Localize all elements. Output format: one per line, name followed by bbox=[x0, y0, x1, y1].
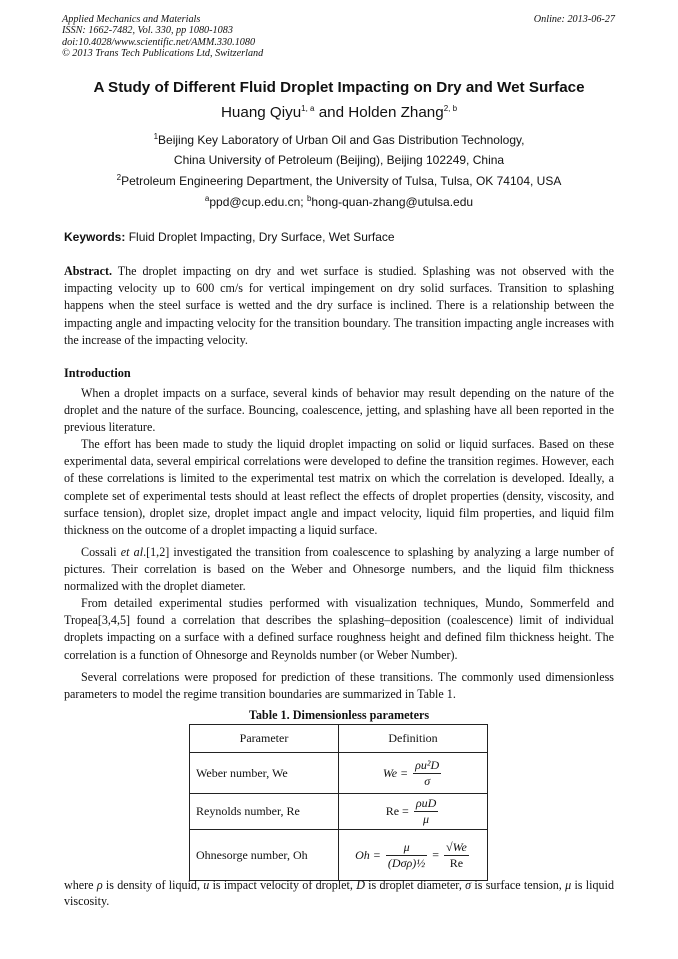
symbol-d: D bbox=[356, 878, 365, 892]
table-cell-param: Weber number, We bbox=[190, 753, 339, 794]
def-text: where bbox=[64, 878, 97, 892]
section-heading-introduction: Introduction bbox=[64, 366, 131, 380]
formula-numerator: μ bbox=[386, 840, 427, 856]
def-text: is droplet diameter, bbox=[364, 878, 466, 892]
email-line bbox=[0, 195, 678, 209]
table-caption-label: Table 1 bbox=[248, 708, 287, 722]
intro-paragraph-1: When a droplet impacts on a surface, several kinds of behavior may result depending on the nature of the droplet and the nature of the surface. Bouncing, coalescence, jetting, and splashing have all been reported in the previous literature. bbox=[64, 386, 614, 435]
variable-definitions bbox=[64, 877, 614, 909]
table-cell-formula bbox=[339, 753, 488, 794]
email-a: ppd@cup.edu.cn; bbox=[209, 195, 307, 209]
def-text: is liquid viscosity. bbox=[64, 878, 615, 908]
issn: ISSN: 1662-7482, Vol. 330, pp 1080-1083 bbox=[62, 25, 233, 37]
email-b: hong-quan-zhang@utulsa.edu bbox=[311, 195, 474, 209]
p3-etal: et al bbox=[120, 545, 144, 559]
formula-denominator-2: Re bbox=[449, 855, 464, 870]
table-cell-formula bbox=[339, 794, 488, 830]
formula-lhs: We = bbox=[382, 765, 409, 780]
formula-fraction bbox=[386, 840, 427, 871]
affiliation-1-num: 1 bbox=[153, 132, 159, 141]
affiliation-2 bbox=[0, 174, 678, 188]
table-cell-param: Ohnesorge number, Oh bbox=[190, 830, 339, 881]
doi: doi:10.4028/www.scientific.net/AMM.330.1080 bbox=[62, 36, 256, 48]
symbol-mu: μ bbox=[565, 878, 572, 892]
formula-numerator: ρuD bbox=[415, 796, 437, 810]
p3-text-a: Cossali bbox=[81, 545, 121, 559]
formula-fraction-2 bbox=[444, 840, 469, 871]
copyright: © 2013 Trans Tech Publications Ltd, Switzerland bbox=[62, 48, 264, 60]
affiliation-1-line-2: China University of Petroleum (Beijing), Beijing 102249, China bbox=[173, 153, 505, 167]
abstract-text: The droplet impacting on dry and wet surface is studied. Splashing was not observed with the impacting velocity up to 600 cm/s for vertical impingement on dry solid surfaces. Transition to splashing happens when the steel surface is wetted and the dry surface is inclined. There is a relationship between the impacting angle and impacting velocity for the transition boundary. The transition impacting angle increases with the increase of the impacting velocity. bbox=[64, 264, 614, 347]
online-date: Online: 2013-06-27 bbox=[533, 14, 615, 25]
author-2-sup: 2, b bbox=[443, 103, 458, 113]
intro-paragraph-4: From detailed experimental studies performed with visualization techniques, Mundo, Sommerfeld and Tropea[3,4,5] found a correlation that describes the splashing–deposition (coalescence) limit of individual droplets impacting on a surface with a defined surface roughness height and defined film thickness height. The correlation is a function of Ohnesorge and Reynolds number (or Weber Number). bbox=[64, 596, 614, 662]
p3-text-b: .[1,2] investigated the transition from coalescence to splashing by analyzing a large number of pictures. Their correlation is based on the Weber and Ohnesorge numbers, and the liquid film thickness normalized with the droplet diameter. bbox=[64, 545, 614, 594]
table-header-parameter: Parameter bbox=[190, 725, 339, 753]
symbol-sigma: σ bbox=[465, 878, 472, 892]
abstract-label: Abstract. bbox=[64, 264, 113, 278]
table-row bbox=[190, 753, 488, 794]
formula-fraction bbox=[414, 796, 438, 827]
paper-title: A Study of Different Fluid Droplet Impacting on Dry and Wet Surface bbox=[93, 79, 585, 96]
abstract bbox=[64, 263, 614, 349]
author-1: Huang Qiyu bbox=[220, 104, 302, 121]
affiliation-1-text: Beijing Key Laboratory of Urban Oil and Gas Distribution Technology, bbox=[158, 133, 525, 147]
affiliation-2-text: Petroleum Engineering Department, the University of Tulsa, Tulsa, OK 74104, USA bbox=[121, 174, 562, 188]
keywords-label: Keywords: bbox=[64, 230, 126, 244]
email-a-sup: a bbox=[204, 194, 210, 203]
formula-equals: = bbox=[432, 846, 440, 861]
table-row bbox=[190, 794, 488, 830]
keywords bbox=[64, 230, 395, 244]
table-cell-formula bbox=[339, 830, 488, 881]
table-caption-text: . Dimensionless parameters bbox=[286, 708, 430, 722]
formula-lhs: Oh = bbox=[355, 847, 381, 862]
affiliation-2-num: 2 bbox=[116, 173, 122, 182]
dimensionless-parameters-table bbox=[189, 724, 488, 881]
formula-numerator-2: √We bbox=[446, 839, 467, 854]
formula-denominator: (Dσρ)½ bbox=[387, 855, 426, 870]
intro-paragraph-3 bbox=[64, 544, 614, 596]
author-2: Holden Zhang bbox=[348, 104, 444, 121]
author-line bbox=[0, 104, 678, 121]
formula-denominator: σ bbox=[424, 773, 431, 788]
keywords-text: Fluid Droplet Impacting, Dry Surface, Wet Surface bbox=[125, 230, 395, 244]
intro-paragraph-5: Several correlations were proposed for prediction of these transitions. The commonly used dimensionless parameters to model the regime transition boundaries are summarized in Table 1. bbox=[64, 670, 614, 702]
def-text: is surface tension, bbox=[471, 878, 566, 892]
table-cell-param: Reynolds number, Re bbox=[190, 794, 339, 830]
formula-lhs: Re = bbox=[385, 804, 409, 818]
table-header-definition: Definition bbox=[339, 725, 488, 753]
table-header-row bbox=[190, 725, 488, 753]
table-caption bbox=[0, 708, 678, 723]
table-row bbox=[190, 830, 488, 881]
author-and: and bbox=[314, 104, 349, 121]
journal-name: Applied Mechanics and Materials bbox=[62, 14, 201, 25]
symbol-rho: ρ bbox=[96, 878, 103, 892]
intro-paragraph-2: The effort has been made to study the liquid droplet impacting on solid or liquid surfaces. Based on these experimental data, several empirical correlations were developed to define the transition regimes. However, each of these correlations is limited to the experimental test matrix on which the correlation is developed. Ideally, a complete set of experimental tests should at least reflect the effects of droplet properties (density, viscosity, and surface tension), droplet size, droplet impact angle and impact velocity, liquid film properties, and liquid film thickness on the outcome of a droplet impacting a liquid surface. bbox=[64, 437, 614, 538]
formula-numerator: ρu²D bbox=[415, 757, 440, 772]
def-text: is impact velocity of droplet, bbox=[209, 878, 357, 892]
author-1-sup: 1, a bbox=[301, 103, 315, 113]
formula-denominator: μ bbox=[423, 812, 430, 826]
email-b-sup: b bbox=[306, 194, 312, 203]
symbol-u: u bbox=[203, 878, 210, 892]
affiliation-1-line-1 bbox=[0, 133, 678, 147]
journal-header bbox=[62, 14, 263, 60]
formula-fraction bbox=[413, 758, 441, 789]
def-text: is density of liquid, bbox=[102, 878, 204, 892]
